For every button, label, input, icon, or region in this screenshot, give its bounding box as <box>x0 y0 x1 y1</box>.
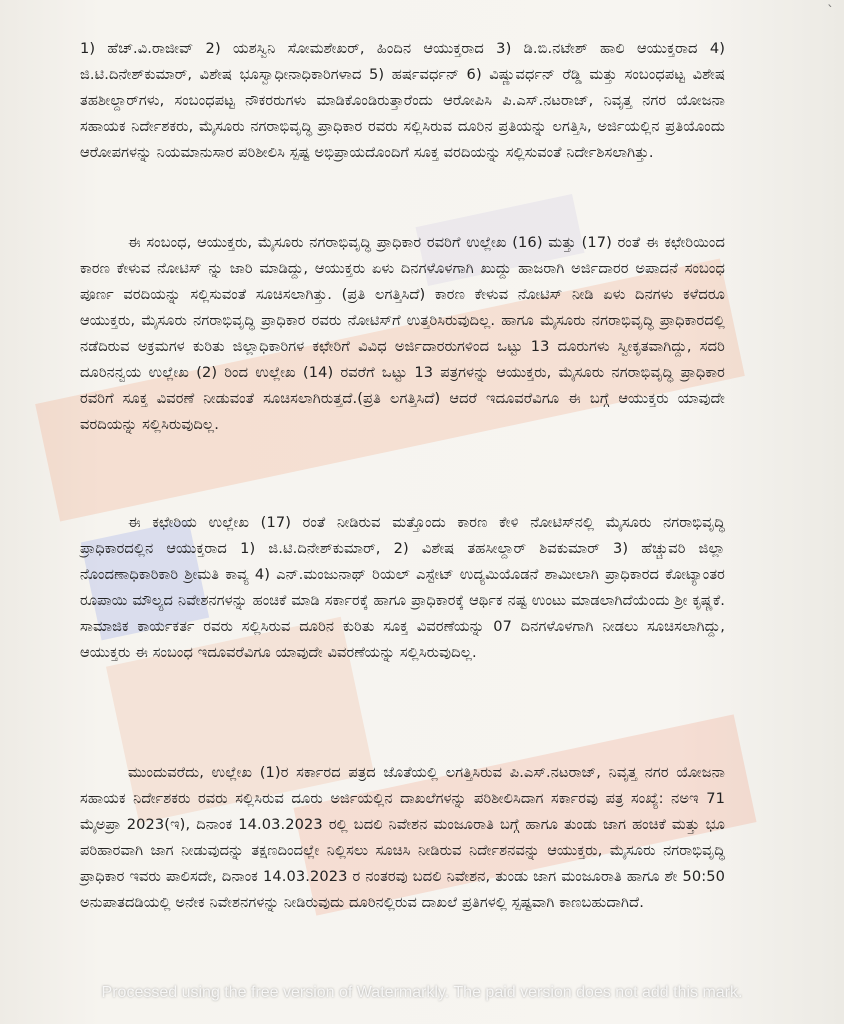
paragraph-1: 1) ಹೆಚ್.ವಿ.ರಾಜೀವ್ 2) ಯಶಸ್ವಿನಿ ಸೋಮಶೇಖರ್, ಹಿಂದಿನ ಆಯುಕ್ತರಾದ 3) ಡಿ.ಬಿ.ನಟೇಶ್ ಹಾಲಿ ಆಯುಕ್ತರಾದ 4) ಜಿ.ಟಿ.ದಿನೇಶ್‌ಕುಮಾರ್, ವಿಶೇಷ ಭೂಸ್ವಾಧೀನಾಧಿಕಾರಿಗಳಾದ 5) ಹರ್ಷವರ್ಧನ್ 6) ವಿಷ್ಣುವರ್ಧನ್ ರೆಡ್ಡಿ ಮತ್ತು ಸಂಬಂಧಪಟ್ಟ ವಿಶೇಷ ತಹಶೀಲ್ದಾರ್‌ಗಳು, ಸಂಬಂಧಪಟ್ಟ ನೌಕರರುಗಳು ಮಾಡಿಕೊಂಡಿರುತ್ತಾರೆಂದು ಆರೋಪಿಸಿ ಪಿ.ಎಸ್.ನಟರಾಜ್, ನಿವೃತ್ತ ನಗರ ಯೋಜನಾ ಸಹಾಯಕ ನಿರ್ದೇಶಕರು, ಮೈಸೂರು ನಗರಾಭಿವೃದ್ಧಿ ಪ್ರಾಧಿಕಾರ ರವರು ಸಲ್ಲಿಸಿರುವ ದೂರಿನ ಪ್ರತಿಯನ್ನು ಲಗತ್ತಿಸಿ, ಅರ್ಜಿಯಲ್ಲಿನ ಪ್ರತಿಯೊಂದು ಆರೋಪಗಳನ್ನು ನಿಯಮಾನುಸಾರ ಪರಿಶೀಲಿಸಿ ಸ್ಪಷ್ಟ ಅಭಿಪ್ರಾಯದೊಂದಿಗೆ ಸೂಕ್ತ ವರದಿಯನ್ನು ಸಲ್ಲಿಸುವಂತೆ ನಿರ್ದೇಶಿಸಲಾಗಿತ್ತು. <box>80 40 725 161</box>
paragraph-3: ಈ ಕಛೇರಿಯ ಉಲ್ಲೇಖ (17) ರಂತೆ ನೀಡಿರುವ ಮತ್ತೊಂದು ಕಾರಣ ಕೇಳಿ ನೋಟಿಸ್‌ನಲ್ಲಿ ಮೈಸೂರು ನಗರಾಭಿವೃದ್ಧಿ ಪ್ರಾಧಿಕಾರದಲ್ಲಿನ ಆಯುಕ್ತರಾದ 1) ಜಿ.ಟಿ.ದಿನೇಶ್‌ಕುಮಾರ್, 2) ವಿಶೇಷ ತಹಸೀಲ್ದಾರ್ ಶಿವಕುಮಾರ್ 3) ಹೆಚ್ಚುವರಿ ಜಿಲ್ಲಾ ನೊಂದಣಾಧಿಕಾರಿಕಾರಿ ಶ್ರೀಮತಿ ಕಾವ್ಯ 4) ಎನ್.ಮಂಜುನಾಥ್ ರಿಯಲ್ ಎಸ್ಟೇಟ್ ಉದ್ಯಮಿಯೊಡನೆ ಶಾಮೀಲಾಗಿ ಪ್ರಾಧಿಕಾರದ ಕೋಟ್ಯಾಂತರ ರೂಪಾಯಿ ಮೌಲ್ಯದ ನಿವೇಶನಗಳನ್ನು ಹಂಚಿಕೆ ಮಾಡಿ ಸರ್ಕಾರಕ್ಕೆ ಹಾಗೂ ಪ್ರಾಧಿಕಾರಕ್ಕೆ ಆರ್ಥಿಕ ನಷ್ಟ ಉಂಟು ಮಾಡಲಾಗಿದೆಯೆಂದು ಶ್ರೀ ಕೃಷ್ಣಕೆ. ಸಾಮಾಜಿಕ ಕಾರ್ಯಕರ್ತ ರವರು ಸಲ್ಲಿಸಿರುವ ದೂರಿನ ಕುರಿತು ಸೂಕ್ತ ವಿವರಣೆಯನ್ನು 07 ದಿನಗಳೊಳಗಾಗಿ ನೀಡಲು ಸೂಚಿಸಲಾಗಿದ್ದು, ಆಯುಕ್ತರು ಈ ಸಂಬಂಧ ಇದೂವರೆವಿಗೂ ಯಾವುದೇ ವಿವರಣೆಯನ್ನು ಸಲ್ಲಿಸಿರುವುದಿಲ್ಲ. <box>80 514 725 661</box>
watermark-caption: Processed using the free version of Watermarkly. The paid version does not add this mark. <box>101 984 743 1001</box>
paragraph-4: ಮುಂದುವರೆದು, ಉಲ್ಲೇಖ (1)ರ ಸರ್ಕಾರದ ಪತ್ರದ ಜೊತೆಯಲ್ಲಿ ಲಗತ್ತಿಸಿರುವ ಪಿ.ಎಸ್.ನಟರಾಜ್, ನಿವೃತ್ತ ನಗರ ಯೋಜನಾ ಸಹಾಯಕ ನಿರ್ದೇಶಕರು ರವರು ಸಲ್ಲಿಸಿರುವ ದೂರು ಅರ್ಜಿಯಲ್ಲಿನ ದಾಖಲೆಗಳನ್ನು ಪರಿಶೀಲಿಸಿದಾಗ ಸರ್ಕಾರವು ಪತ್ರ ಸಂಖ್ಯೆ: ನಅಇ 71 ಮೈಅಪ್ರಾ 2023(ಇ), ದಿನಾಂಕ 14.03.2023 ರಲ್ಲಿ ಬದಲಿ ನಿವೇಶನ ಮಂಜೂರಾತಿ ಬಗ್ಗೆ ಹಾಗೂ ತುಂಡು ಜಾಗ ಹಂಚಿಕೆ ಮತ್ತು ಭೂ ಪರಿಹಾರವಾಗಿ ಜಾಗ ನೀಡುವುದನ್ನು ತಕ್ಷಣದಿಂದಲ್ಲೇ ನಿಲ್ಲಿಸಲು ಸೂಚಿಸಿ ನೀಡಿರುವ ನಿರ್ದೇಶನವನ್ನು ಆಯುಕ್ತರು, ಮೈಸೂರು ನಗರಾಭಿವೃದ್ಧಿ ಪ್ರಾಧಿಕಾರ ಇವರು ಪಾಲಿಸದೇ, ದಿನಾಂಕ 14.03.2023 ರ ನಂತರವು ಬದಲಿ ನಿವೇಶನ, ತುಂಡು ಜಾಗ ಮಂಜೂರಾತಿ ಹಾಗೂ ಶೇ 50:50 ಅನುಪಾತದಡಿಯಲ್ಲಿ ಅನೇಕ ನಿವೇಶನಗಳನ್ನು ನೀಡಿರುವುದು ದೂರಿನಲ್ಲಿರುವ ದಾಖಲೆ ಪ್ರತಿಗಳಲ್ಲಿ ಸ್ಪಷ್ಟವಾಗಿ ಕಾಣಬಹುದಾಗಿದೆ. <box>80 764 725 911</box>
corner-mark: ˋ <box>827 4 834 20</box>
paragraph-2: ಈ ಸಂಬಂಧ, ಆಯುಕ್ತರು, ಮೈಸೂರು ನಗರಾಭಿವೃದ್ಧಿ ಪ್ರಾಧಿಕಾರ ರವರಿಗೆ ಉಲ್ಲೇಖ (16) ಮತ್ತು (17) ರಂತೆ ಈ ಕಛೇರಿಯಿಂದ ಕಾರಣ ಕೇಳುವ ನೋಟಿಸ್ ನ್ನು ಜಾರಿ ಮಾಡಿದ್ದು, ಆಯುಕ್ತರು ಏಳು ದಿನಗಳೊಳಗಾಗಿ ಖುದ್ದು ಹಾಜರಾಗಿ ಅರ್ಜಿದಾರರ ಅಪಾದನೆ ಸಂಬಂಧ ಪೂರ್ಣ ವರದಿಯನ್ನು ಸಲ್ಲಿಸುವಂತೆ ಸೂಚಿಸಲಾಗಿತ್ತು. (ಪ್ರತಿ ಲಗತ್ತಿಸಿದೆ) ಕಾರಣ ಕೇಳುವ ನೋಟಿಸ್ ನೀಡಿ ಏಳು ದಿನಗಳು ಕಳೆದರೂ ಆಯುಕ್ತರು, ಮೈಸೂರು ನಗರಾಭಿವೃದ್ಧಿ ಪ್ರಾಧಿಕಾರ ರವರು ನೋಟಿಸ್‌ಗೆ ಉತ್ತರಿಸಿರುವುದಿಲ್ಲ. ಹಾಗೂ ಮೈಸೂರು ನಗರಾಭಿವೃದ್ಧಿ ಪ್ರಾಧಿಕಾರದಲ್ಲಿ ನಡೆದಿರುವ ಅಕ್ರಮಗಳ ಕುರಿತು ಜಿಲ್ಲಾಧಿಕಾರಿಗಳ ಕಛೇರಿಗೆ ವಿವಿಧ ಅರ್ಜಿದಾರರುಗಳಿಂದ ಒಟ್ಟು 13 ದೂರುಗಳು ಸ್ವೀಕೃತವಾಗಿದ್ದು, ಸದರಿ ದೂರಿನನ್ವಯ ಉಲ್ಲೇಖ (2) ರಿಂದ ಉಲ್ಲೇಖ (14) ರವರೆಗೆ ಒಟ್ಟು 13 ಪತ್ರಗಳನ್ನು ಆಯುಕ್ತರು, ಮೈಸೂರು ನಗರಾಭಿವೃದ್ಧಿ ಪ್ರಾಧಿಕಾರ ರವರಿಗೆ ಸೂಕ್ತ ವಿವರಣೆ ನೀಡುವಂತೆ ಸೂಚಿಸಲಾಗಿರುತ್ತದೆ.(ಪ್ರತಿ ಲಗತ್ತಿಸಿದೆ) ಆದರೆ ಇದೂವರೆವಿಗೂ ಈ ಬಗ್ಗೆ ಆಯುಕ್ತರು ಯಾವುದೇ ವರದಿಯನ್ನು ಸಲ್ಲಿಸಿರುವುದಿಲ್ಲ. <box>80 234 725 433</box>
